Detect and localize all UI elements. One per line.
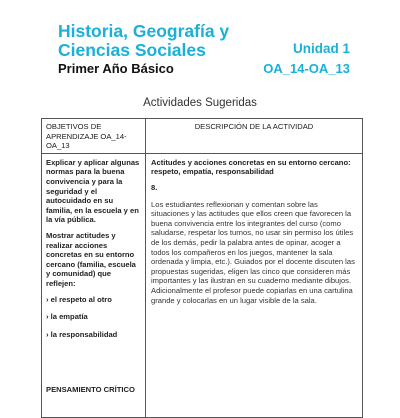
- activity-title: Actitudes y acciones concretas en su entorno cercano: respeto, empatía, responsabilidad: [151, 157, 351, 177]
- objective-text-2: Mostrar actitudes y realizar acciones concretas en su entorno cercano (familia, escuela y comunidad) que reflejen:: [46, 230, 136, 288]
- activity-number: 8.: [151, 182, 158, 192]
- table-row: [42, 153, 363, 417]
- critical-thinking-label: PENSAMIENTO CRÍTICO: [46, 385, 135, 395]
- section-title: Actividades Sugeridas: [143, 97, 257, 109]
- description-column-header: DESCRIPCIÓN DE LA ACTIVIDAD: [146, 119, 363, 154]
- list-item-respect: › el respeto al otro: [46, 294, 112, 304]
- objectives-column-header: OBJETIVOS DE APRENDIZAJE OA_14- OA_13: [42, 119, 146, 154]
- subject-title: Historia, Geografía y Ciencias Sociales: [58, 21, 230, 60]
- objective-code: OA_14-OA_13: [263, 61, 350, 76]
- description-cell: [146, 153, 363, 417]
- unit-label: Unidad 1: [292, 41, 350, 56]
- objectives-cell: [42, 153, 146, 417]
- activities-table: [41, 118, 363, 418]
- list-item-empathy: › la empatía: [46, 312, 88, 322]
- list-item-responsibility: › la responsabilidad: [46, 329, 118, 339]
- table-header-row: [42, 119, 363, 154]
- activity-description: Los estudiantes reflexionan y comentan sobre las situaciones y las actitudes que ellos creen que favorecen la buena convivencia entre los integrantes del curso (como saludarse, respetar los turnos, no usar sin permiso los útiles de los demás, pedir la palabra antes de opinar, acoger a todos los compañeros en los juegos, mantener la sala ordenada y limpia, etc.). Guiados por el docente discuten las propuestas sugeridas, eligen las cinco que consideren más importantes y las ilustran en su cuaderno mediante dibujos. Adicionalmente el profesor puede copiarlas en una cartulina grande y colocarlas en un lugar visible de la sala.: [151, 199, 355, 305]
- grade-label: Primer Año Básico: [58, 61, 174, 76]
- objective-text-1: Explicar y aplicar algunas normas para la buena convivencia y para la seguridad y el autocuidado en su familia, en la escuela y en la vía pública.: [46, 157, 140, 225]
